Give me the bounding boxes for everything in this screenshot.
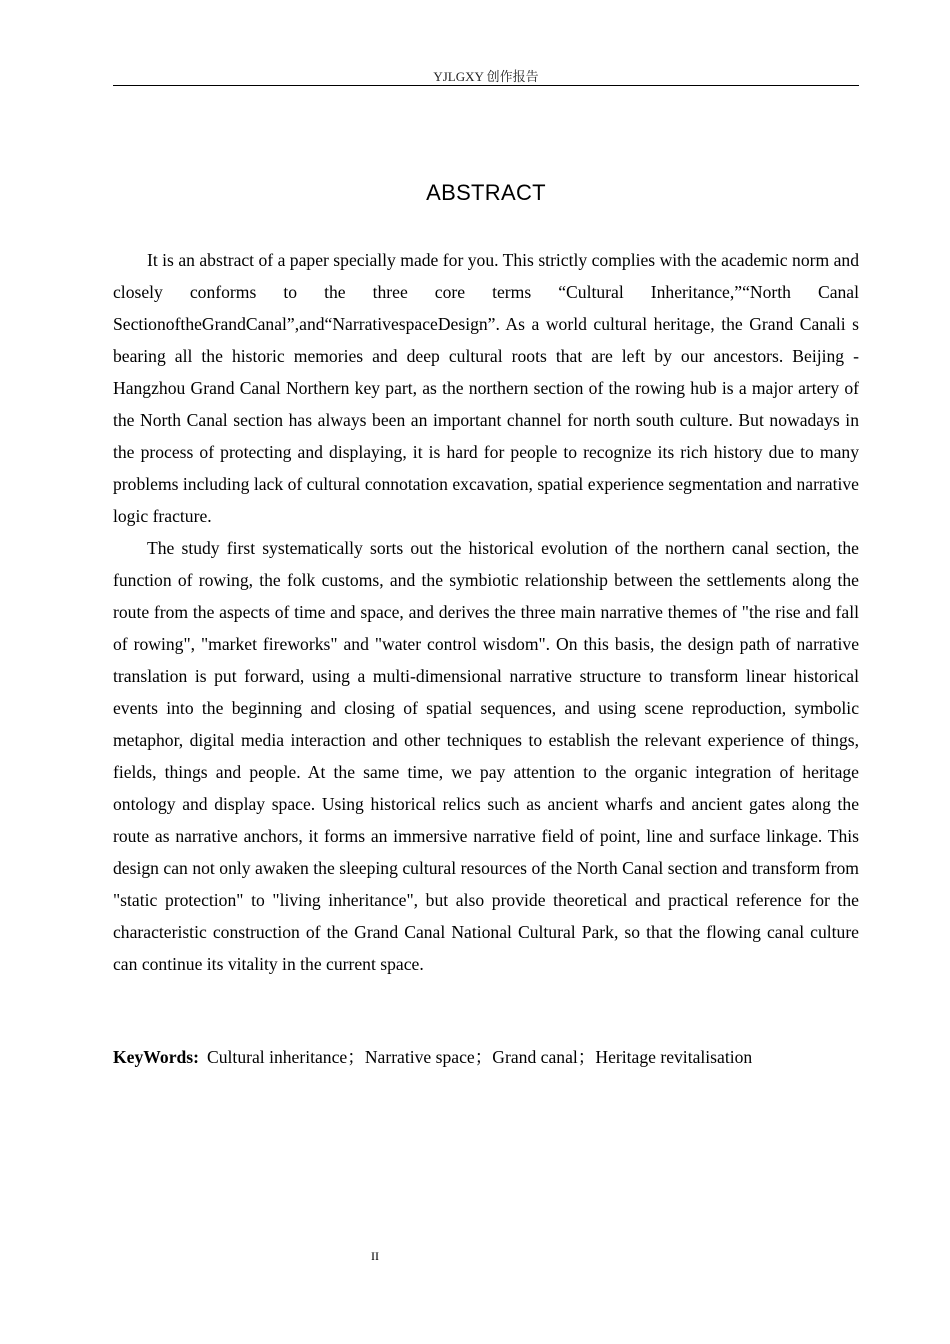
header-rule — [113, 85, 859, 86]
running-header: YJLGXY 创作报告 — [433, 69, 539, 84]
abstract-paragraph-2: The study first systematically sorts out the historical evolution of the northern canal section, the function of rowing, the folk customs, and the symbiotic relationship between the settlements along the route from the aspects of time and space, and derives the three main narrative themes of "the rise and fall of rowing", "market fireworks" and "water control wisdom". On this basis, the design path of narrative translation is put forward, using a multi-dimensional narrative structure to transform linear historical events into the beginning and closing of spatial sequences, and using scene reproduction, symbolic metaphor, digital media interaction and other techniques to establish the relevant experience of things, fields, things and people. At the same time, we pay attention to the organic integration of heritage ontology and display space. Using historical relics such as ancient wharfs and ancient gates along the route as narrative anchors, it forms an immersive narrative field of point, line and surface linkage. This design can not only awaken the sleeping cultural resources of the North Canal section and transform from "static protection" to "living inheritance", but also provide theoretical and practical reference for the characteristic construction of the Grand Canal National Cultural Park, so that the flowing canal culture can continue its vitality in the current space. — [113, 538, 859, 974]
page-number: II — [371, 1249, 379, 1263]
keywords-line — [113, 1043, 873, 1071]
keywords-text: Cultural inheritance；Narrative space；Grand canal；Heritage revitalisation — [207, 1047, 753, 1067]
abstract-paragraph-1: It is an abstract of a paper specially made for you. This strictly complies with the academic norm and closely conforms to the three core terms “Cultural Inheritance,”“North Canal SectionoftheGrandCanal”,and“NarrativespaceDesign”. As a world cultural heritage, the Grand Canali s bearing all the historic memories and deep cultural roots that are left by our ancestors. Beijing - Hangzhou Grand Canal Northern key part, as the northern section of the rowing hub is a major artery of the North Canal section has always been an important channel for north south culture. But nowadays in the process of protecting and displaying, it is hard for people to recognize its rich history due to many problems including lack of cultural connotation excavation, spatial experience segmentation and narrative logic fracture. — [113, 250, 859, 526]
abstract-body — [113, 244, 859, 980]
keywords-label: KeyWords: — [113, 1047, 200, 1067]
abstract-title: ABSTRACT — [426, 180, 546, 205]
